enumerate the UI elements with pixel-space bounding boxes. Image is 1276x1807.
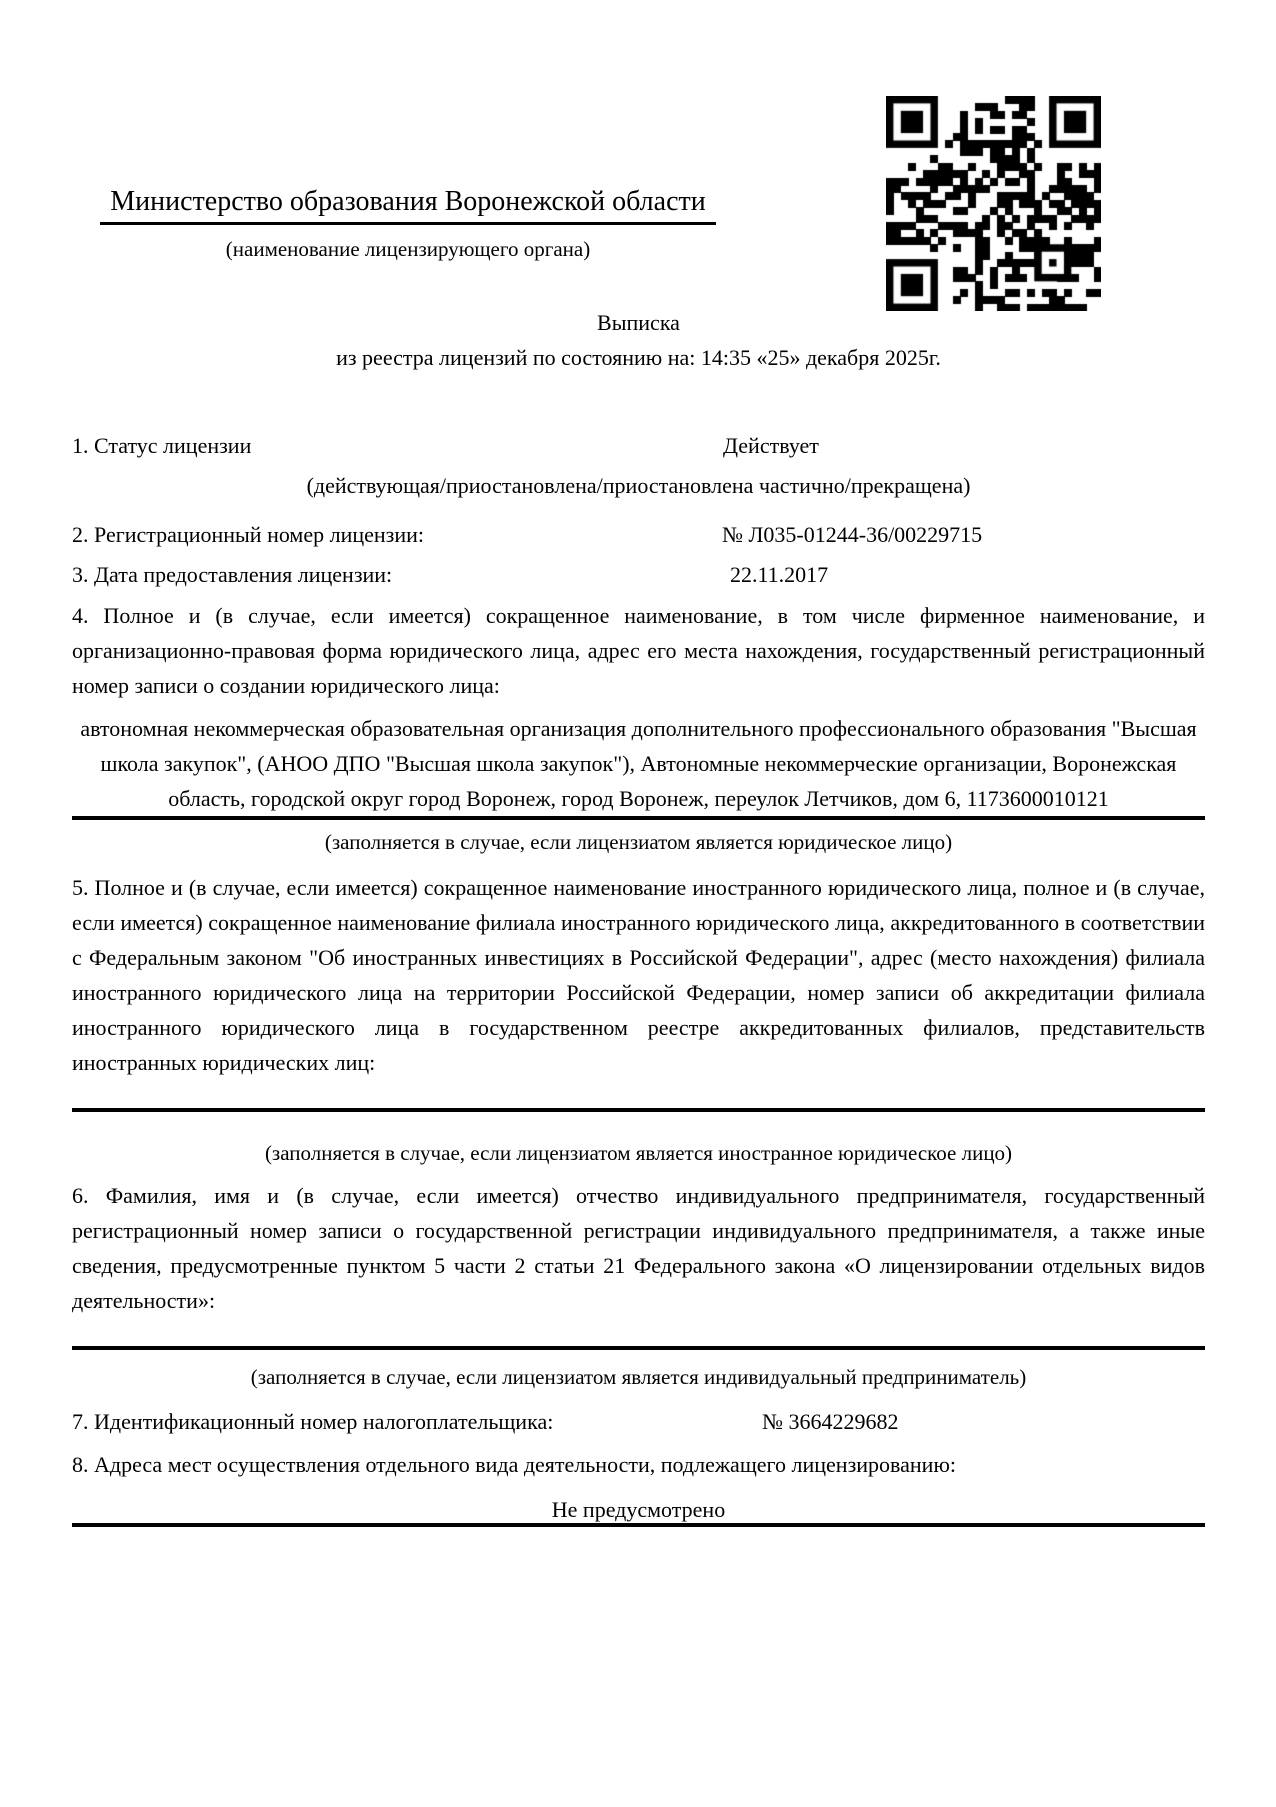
activity-addresses-value: Не предусмотрено: [551, 1497, 726, 1522]
activity-addresses-label: 8. Адреса мест осуществления отдельного вида деятельности, подлежащего лицензированию:: [72, 1452, 956, 1477]
foreign-entity-clause: 5. Полное и (в случае, если имеется) сокращенное наименование иностранного юридического лица, полное и (в случае, если имеется) сокращенное наименование филиала иностранного юридического лица, аккредитованного в соответствии с Федеральным законом "Об иностранных инвестициях в Российской Федерации", адрес (место нахождения) филиала иностранного юридического лица на территории Российской Федерации, номер записи об аккредитации филиала иностранного юридического лица в государственном реестре аккредитованных филиалов, представительств иностранных юридических лиц:: [72, 875, 1205, 1075]
taxpayer-number-value: № 3664229682: [762, 1409, 899, 1434]
licensing-authority-caption: (наименование лицензирующего органа): [225, 237, 591, 261]
license-date-value: 22.11.2017: [730, 562, 829, 587]
document-title: Выписка: [597, 310, 680, 335]
license-status-row: [72, 428, 1205, 463]
taxpayer-number-row: [72, 1404, 1205, 1439]
license-status-label: 1. Статус лицензии: [72, 433, 252, 458]
separator-line-2: [72, 1108, 1205, 1112]
document-subtitle: из реестра лицензий по состоянию на: 14:35 «25» декабря 2025г.: [336, 345, 941, 370]
registration-number-label: 2. Регистрационный номер лицензии:: [72, 522, 425, 547]
foreign-entity-caption: (заполняется в случае, если лицензиатом является иностранное юридическое лицо): [264, 1141, 1013, 1165]
license-date-label: 3. Дата предоставления лицензии:: [72, 562, 393, 587]
registration-number-value: № Л035-01244-36/00229715: [722, 522, 983, 547]
entrepreneur-clause: 6. Фамилия, имя и (в случае, если имеется) отчество индивидуального предпринимателя, государственный регистрационный номер записи о государственной регистрации индивидуального предпринимателя, а также иные сведения, предусмотренные пунктом 5 части 2 статьи 21 Федерального закона «О лицензировании отдельных видов деятельности»:: [72, 1183, 1205, 1313]
activity-addresses-row: [72, 1447, 1205, 1482]
entrepreneur-caption: (заполняется в случае, если лицензиатом является индивидуальный предприниматель): [250, 1365, 1027, 1389]
separator-line-1: [72, 816, 1205, 820]
license-status-options: (действующая/приостановлена/приостановлена частично/прекращена): [306, 473, 971, 498]
taxpayer-number-label: 7. Идентификационный номер налогоплательщика:: [72, 1409, 554, 1434]
legal-entity-name-clause: 4. Полное и (в случае, если имеется) сокращенное наименование, в том числе фирменное наименование, и организационно-правовая форма юридического лица, адрес его места нахождения, государственный регистрационный номер записи о создании юридического лица:: [72, 603, 1205, 698]
legal-entity-name-value: автономная некоммерческая образовательная организация дополнительного профессионального образования "Высшая школа закупок", (АНОО ДПО "Высшая школа закупок"), Автономные некоммерческие организации, Воронежская область, городской округ город Воронеж, город Воронеж, переулок Летчиков, дом 6, 1173600010121: [80, 716, 1197, 811]
registration-number-row: [72, 517, 1205, 552]
separator-line-3: [72, 1346, 1205, 1350]
licensing-authority-header: [72, 186, 744, 262]
license-date-row: [72, 557, 1205, 592]
separator-line-4: [72, 1523, 1205, 1527]
legal-entity-caption: (заполняется в случае, если лицензиатом является юридическое лицо): [324, 830, 953, 854]
qr-code: [886, 96, 1101, 311]
license-status-value: Действует: [723, 433, 819, 458]
licensing-authority-name: Министерство образования Воронежской области: [100, 186, 715, 225]
